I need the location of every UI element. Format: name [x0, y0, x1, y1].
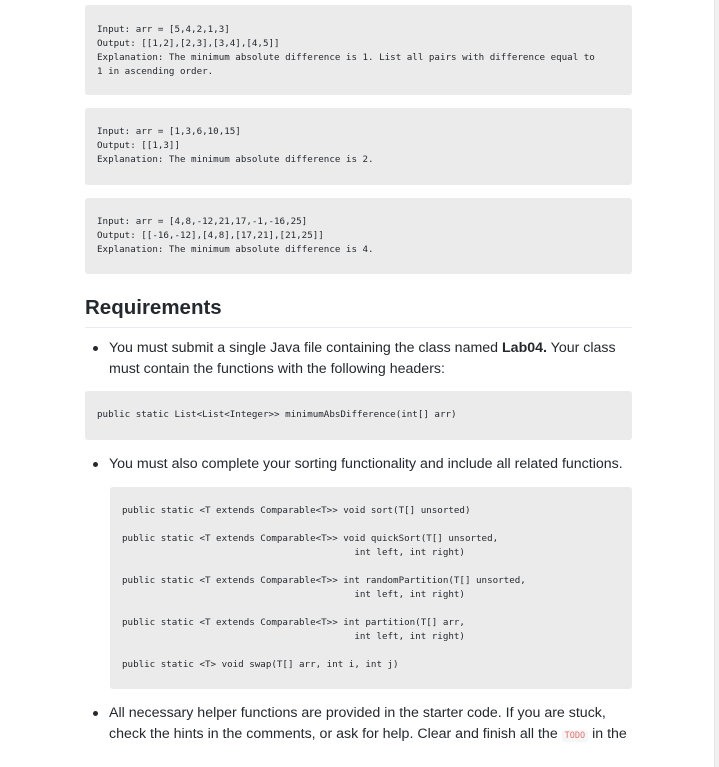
- header-codeblock: [85, 391, 632, 440]
- todo-inline-code: TODO: [562, 730, 588, 742]
- example-2-code: Input: arr = [1,3,6,10,15] Output: [[1,3]] Explanation: The minimum absolute difference is 2.: [97, 126, 374, 165]
- page-scrollbar[interactable]: [714, 0, 719, 767]
- requirement-item-sorting: You must also complete your sorting functionality and include all related functions.: [109, 454, 632, 475]
- bullet-icon: [93, 462, 98, 467]
- example-1-codeblock: [85, 5, 632, 95]
- bullet-icon: [93, 346, 98, 351]
- header-code: public static List<List<Integer>> minimumAbsDifference(int[] arr): [97, 409, 457, 420]
- example-3-codeblock: [85, 198, 632, 274]
- bullet-icon: [93, 711, 98, 716]
- class-name: Lab04.: [502, 340, 547, 356]
- example-3-code: Input: arr = [4,8,-12,21,17,-1,-16,25] Output: [[-16,-12],[4,8],[17,21],[21,25]] Explanation: The minimum absolute difference is 4.: [97, 216, 374, 255]
- example-2-codeblock: [85, 108, 632, 185]
- requirement-item-submit: You must submit a single Java file containing the class named Lab04. Your class must contain the functions with the following headers:: [109, 338, 632, 380]
- example-1-code: Input: arr = [5,4,2,1,3] Output: [[1,2],[2,3],[3,4],[4,5]] Explanation: The minimum absolute difference is 1. List all pairs with difference equal to 1 in ascending order.: [97, 24, 595, 77]
- heading-divider: [85, 327, 632, 328]
- requirement-item-helpers: All necessary helper functions are provided in the starter code. If you are stuck, check the hints in the comments, or ask for help. Clear and finish all the TODO in the: [109, 703, 632, 747]
- requirements-heading: Requirements: [85, 296, 222, 319]
- sort-functions-code: public static <T extends Comparable<T>> void sort(T[] unsorted) public static <T extends Comparable<T>> void quickSort(T[] unsorted, int left, int right) public static <T extends Comparable<T>> int randomPartition(T[] unsorted, int left, int right) public static <T extends Comparable<T>> int partition(T[] arr, int left, int right) public static <T> void swap(T[] arr, int i, int j): [122, 505, 526, 670]
- sort-functions-codeblock: [110, 487, 632, 689]
